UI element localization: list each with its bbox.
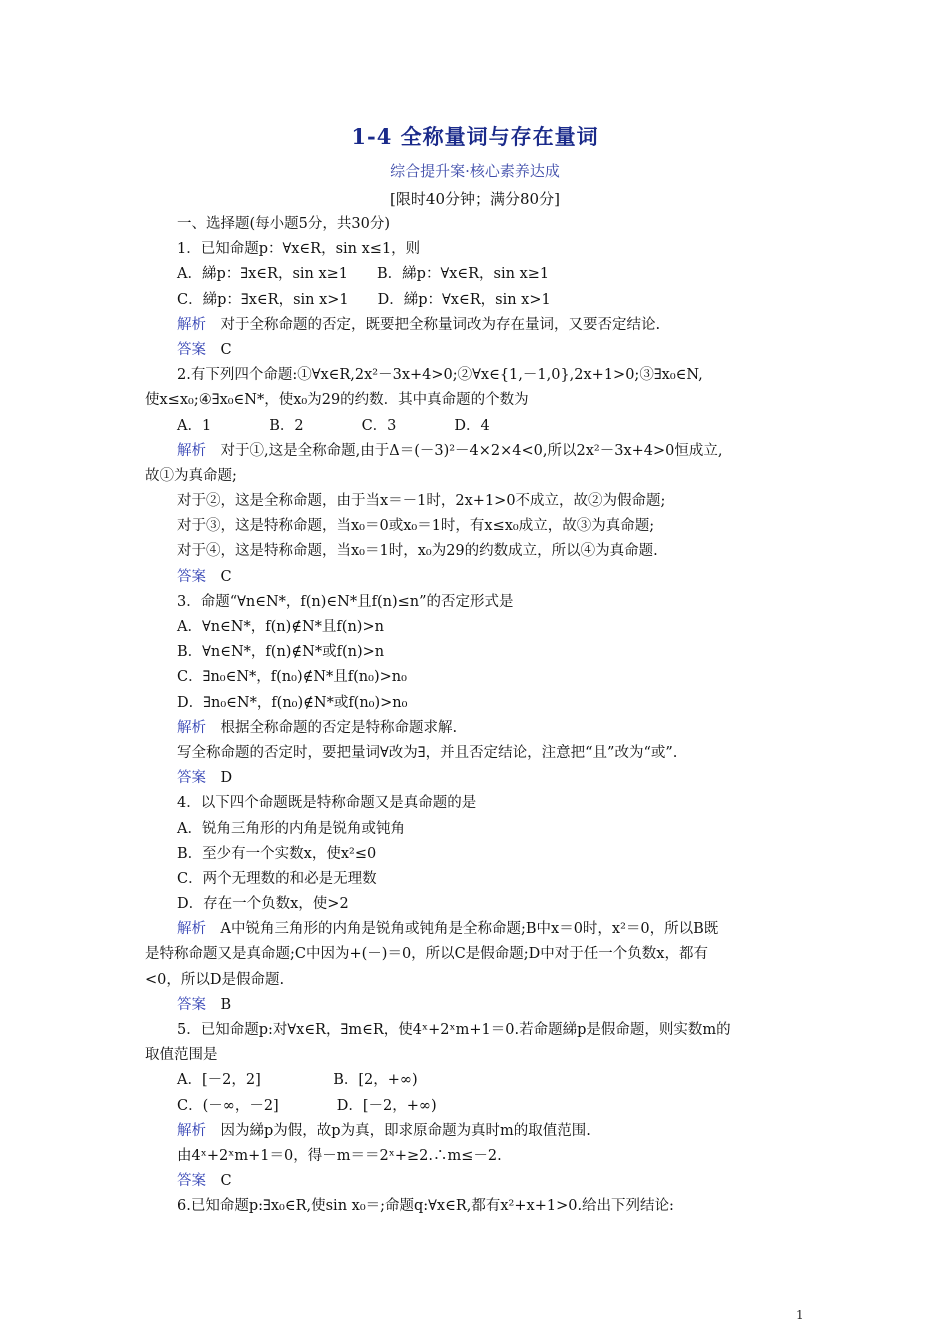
line-text: A．[－2，2] B．[2，+∞)	[177, 1072, 418, 1089]
text-line	[145, 892, 815, 917]
line-text: D．存在一个负数x，使>2	[177, 896, 349, 913]
line-text: 2.有下列四个命题:①∀x∈R,2x²－3x+4>0;②∀x∈{1,－1,0},2x+1>0;③∃x₀∈N,	[177, 367, 703, 384]
text-line	[145, 917, 815, 942]
question-lines	[145, 237, 815, 1219]
line-text: 因为綈p为假，故p为真，即求原命题为真时m的取值范围.	[206, 1122, 591, 1139]
text-line	[145, 665, 815, 690]
text-line	[145, 640, 815, 665]
line-text: 对于②，这是全称命题，由于当x＝－1时，2x+1>0不成立，故②为假命题;	[177, 493, 666, 510]
line-text: 对于①,这是全称命题,由于Δ＝(－3)²－4×2×4<0,所以2x²－3x+4>0恒成立,	[206, 442, 723, 459]
line-text: 取值范围是	[145, 1047, 218, 1064]
line-text: 3．命题“∀n∈N*，f(n)∈N*且f(n)≤n”的否定形式是	[177, 593, 514, 610]
text-line	[145, 1194, 815, 1219]
line-text: D	[206, 770, 233, 787]
analysis-label: 解析	[177, 442, 206, 459]
line-text: 对于③，这是特称命题，当x₀＝0或x₀＝1时，有x≤x₀成立，故③为真命题;	[177, 518, 655, 535]
answer-label: 答案	[177, 568, 206, 585]
text-line	[145, 942, 815, 967]
line-text: A．∀n∈N*，f(n)∉N*且f(n)>n	[177, 619, 384, 635]
line-text: 写全称命题的否定时，要把量词∀改为∃，并且否定结论，注意把“且”改为“或”.	[177, 744, 678, 761]
line-text: 使x≤x₀;④∃x₀∈N*，使x₀为29的约数．其中真命题的个数为	[145, 392, 529, 409]
line-text: C	[206, 341, 232, 358]
text-line	[145, 514, 815, 539]
line-text: C．两个无理数的和必是无理数	[177, 870, 377, 887]
analysis-label: 解析	[177, 1122, 206, 1139]
text-line	[145, 237, 815, 262]
answer-label: 答案	[177, 1173, 206, 1190]
text-line	[145, 262, 815, 287]
line-text: 根据全称命题的否定是特称命题求解.	[206, 719, 458, 736]
text-line	[145, 1068, 815, 1093]
line-text: 对于④，这是特称命题，当x₀＝1时，x₀为29的约数成立，所以④为真命题.	[177, 543, 658, 560]
text-line	[145, 968, 815, 993]
answer-label: 答案	[177, 341, 206, 358]
line-text: D．∃n₀∈N*，f(n₀)∉N*或f(n₀)>n₀	[177, 694, 408, 711]
text-line	[145, 388, 815, 413]
line-text: 4．以下四个命题既是特称命题又是真命题的是	[177, 795, 477, 812]
text-line	[145, 766, 815, 791]
text-line	[145, 1119, 815, 1144]
text-line	[145, 791, 815, 816]
line-text: 由4ˣ+2ˣm+1＝0，得－m＝＝2ˣ+≥2.∴m≤－2.	[177, 1147, 502, 1164]
line-text: A．綈p：∃x∈R，sin x≥1 B．綈p：∀x∈R，sin x≥1	[177, 266, 550, 283]
text-line	[145, 842, 815, 867]
text-line	[145, 363, 815, 388]
text-line	[145, 1169, 815, 1194]
line-text: C．(－∞，－2] D．[－2，+∞)	[177, 1097, 437, 1114]
text-line	[145, 539, 815, 564]
line-text: 是特称命题又是真命题;C中因为+(－)＝0，所以C是假命题;D中对于任一个负数x，都有	[145, 946, 708, 963]
text-line	[145, 590, 815, 615]
time-limit: [限时40分钟；满分80分]	[390, 190, 560, 208]
page-subtitle: 综合提升案·核心素养达成	[390, 162, 560, 180]
text-line	[145, 338, 815, 363]
analysis-label: 解析	[177, 316, 206, 333]
line-text: C	[206, 1173, 232, 1190]
line-text: 5．已知命题p:对∀x∈R，∃m∈R，使4ˣ+2ˣm+1＝0.若命题綈p是假命题，则实数m的	[177, 1022, 731, 1038]
text-line	[145, 1043, 815, 1068]
text-line	[145, 288, 815, 313]
line-text: 6.已知命题p:∃x₀∈R,使sin x₀＝;命题q:∀x∈R,都有x²+x+1>0.给出下列结论:	[177, 1198, 674, 1215]
analysis-label: 解析	[177, 719, 206, 736]
text-line	[145, 565, 815, 590]
text-line	[145, 414, 815, 439]
text-line	[145, 1018, 815, 1043]
line-text: 1．已知命题p：∀x∈R，sin x≤1，则	[177, 241, 421, 258]
text-line	[145, 716, 815, 741]
line-text: B．至少有一个实数x，使x²≤0	[177, 845, 377, 862]
line-text: A．1 B．2 C．3 D．4	[177, 417, 490, 434]
answer-label: 答案	[177, 770, 206, 787]
line-text: C	[206, 568, 232, 585]
analysis-label: 解析	[177, 921, 206, 938]
text-line	[145, 993, 815, 1018]
section-heading: 一、选择题(每小题5分，共30分)	[177, 216, 390, 232]
answer-label: 答案	[177, 996, 206, 1013]
line-text: 故①为真命题;	[145, 467, 237, 484]
line-text: C．∃n₀∈N*，f(n₀)∉N*且f(n₀)>n₀	[177, 669, 407, 686]
text-line	[145, 489, 815, 514]
text-line	[145, 817, 815, 842]
text-line	[145, 313, 815, 338]
text-line	[145, 867, 815, 892]
text-line	[145, 615, 815, 640]
line-text: B	[206, 996, 232, 1013]
document-body	[145, 212, 815, 1220]
line-text: <0，所以D是假命题.	[145, 971, 285, 988]
text-line	[145, 741, 815, 766]
page-title: 1-4 全称量词与存在量词	[351, 124, 599, 149]
text-line	[145, 691, 815, 716]
page-number: 1	[796, 1308, 804, 1322]
line-text: A．锐角三角形的内角是锐角或钝角	[177, 820, 405, 837]
line-text: C．綈p：∃x∈R，sin x>1 D．綈p：∀x∈R，sin x>1	[177, 291, 551, 308]
text-line	[145, 464, 815, 489]
text-line	[145, 1144, 815, 1169]
line-text: A中锐角三角形的内角是锐角或钝角是全称命题;B中x＝0时，x²＝0，所以B既	[206, 921, 719, 938]
line-text: 对于全称命题的否定，既要把全称量词改为存在量词，又要否定结论.	[206, 316, 661, 333]
line-text: B．∀n∈N*，f(n)∉N*或f(n)>n	[177, 644, 385, 661]
text-line	[145, 439, 815, 464]
text-line	[145, 1094, 815, 1119]
